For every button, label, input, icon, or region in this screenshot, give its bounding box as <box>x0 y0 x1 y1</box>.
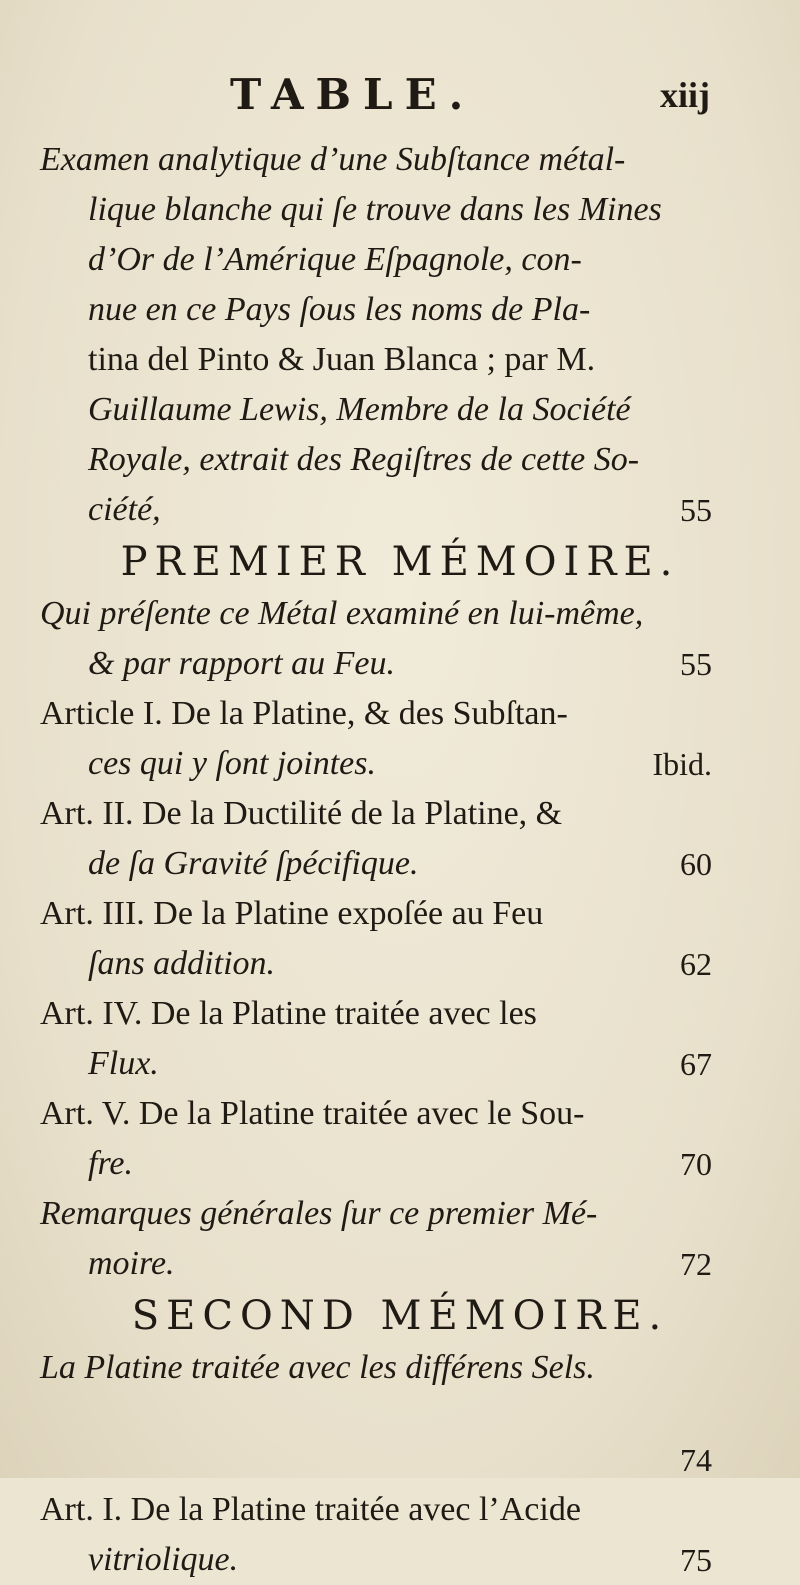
toc-page-number: 72 <box>680 1246 712 1282</box>
section-heading-text: SECOND MÉMOIRE. <box>131 1293 669 1339</box>
page-title: TABLE. <box>230 70 476 119</box>
toc-line <box>0 435 800 485</box>
toc-entry-text: ſans addition. <box>88 945 276 982</box>
toc-line <box>0 689 800 739</box>
section-heading <box>0 1289 800 1343</box>
toc-line <box>0 485 800 535</box>
toc-line <box>0 1039 800 1089</box>
toc-line <box>0 889 800 939</box>
toc-entry-text: d’Or de l’Amérique Eſpagnole, con- <box>88 241 582 278</box>
toc-page-number: 60 <box>680 846 712 882</box>
toc-line <box>0 639 800 689</box>
toc-line <box>0 185 800 235</box>
toc-entry-text: Art. I. De la Platine traitée avec l’Acide <box>40 1491 581 1528</box>
section-heading <box>0 535 800 589</box>
toc-entry-text: Art. II. De la Ductilité de la Platine, & <box>40 795 563 832</box>
table-of-contents <box>0 135 800 1585</box>
toc-entry-text: de ſa Gravité ſpécifique. <box>88 845 419 882</box>
toc-page-number: 70 <box>680 1146 712 1182</box>
toc-entry-text: fre. <box>88 1145 134 1182</box>
toc-line <box>0 335 800 385</box>
toc-line <box>0 1535 800 1585</box>
toc-entry-text: nue en ce Pays ſous les noms de Pla- <box>88 291 591 328</box>
toc-entry-text: Flux. <box>88 1045 159 1082</box>
entry-spacer <box>0 1393 800 1435</box>
toc-line <box>0 385 800 435</box>
toc-line <box>0 739 800 789</box>
toc-line <box>0 1139 800 1189</box>
toc-line <box>0 789 800 839</box>
toc-line <box>0 235 800 285</box>
toc-line <box>0 1089 800 1139</box>
toc-line <box>0 1239 800 1289</box>
toc-line <box>0 1189 800 1239</box>
toc-entry-text: Qui préſente ce Métal examiné en lui-même, <box>40 595 644 632</box>
toc-entry-text: & par rapport au Feu. <box>88 645 395 682</box>
toc-line <box>0 1485 800 1535</box>
toc-entry-text: moire. <box>88 1245 175 1282</box>
section-heading-text: PREMIER MÉMOIRE. <box>120 539 680 585</box>
toc-page-number: 75 <box>680 1542 712 1578</box>
toc-entry-text: tina del Pinto & Juan Blanca ; par M. <box>88 341 596 378</box>
toc-entry-text: Royale, extrait des Regiſtres de cette So- <box>88 441 640 478</box>
toc-entry-text: lique blanche qui ſe trouve dans les Mines <box>88 191 662 228</box>
toc-line <box>0 839 800 889</box>
toc-page-number: 74 <box>680 1442 712 1478</box>
toc-line <box>0 589 800 639</box>
toc-entry-text: La Platine traitée avec les différens Sels. <box>40 1349 595 1386</box>
toc-page-number: 55 <box>680 492 712 528</box>
page-number: xiij <box>660 75 710 115</box>
toc-entry-text: ciété, <box>88 491 161 528</box>
page-header <box>0 70 800 130</box>
toc-entry-text: ces qui y ſont jointes. <box>88 745 377 782</box>
toc-entry-text: Art. III. De la Platine expoſée au Feu <box>40 895 544 932</box>
toc-entry-text: Guillaume Lewis, Membre de la Société <box>88 391 631 428</box>
toc-entry-text: Art. IV. De la Platine traitée avec les <box>40 995 537 1032</box>
toc-line <box>0 135 800 185</box>
toc-page-number: Ibid. <box>652 746 712 782</box>
toc-entry-text: Article I. De la Platine, & des Subſtan- <box>40 695 568 732</box>
toc-line <box>0 285 800 335</box>
toc-entry-text: Remarques générales ſur ce premier Mé- <box>40 1195 598 1232</box>
toc-page-number: 55 <box>680 646 712 682</box>
toc-line <box>0 1343 800 1393</box>
toc-entry-text: Examen analytique d’une Subſtance métal- <box>40 141 626 178</box>
toc-line <box>0 989 800 1039</box>
toc-entry-text: vitriolique. <box>88 1541 239 1578</box>
toc-line <box>0 939 800 989</box>
toc-entry-text: Art. V. De la Platine traitée avec le Sou- <box>40 1095 585 1132</box>
toc-page-number: 67 <box>680 1046 712 1082</box>
toc-page-number: 62 <box>680 946 712 982</box>
